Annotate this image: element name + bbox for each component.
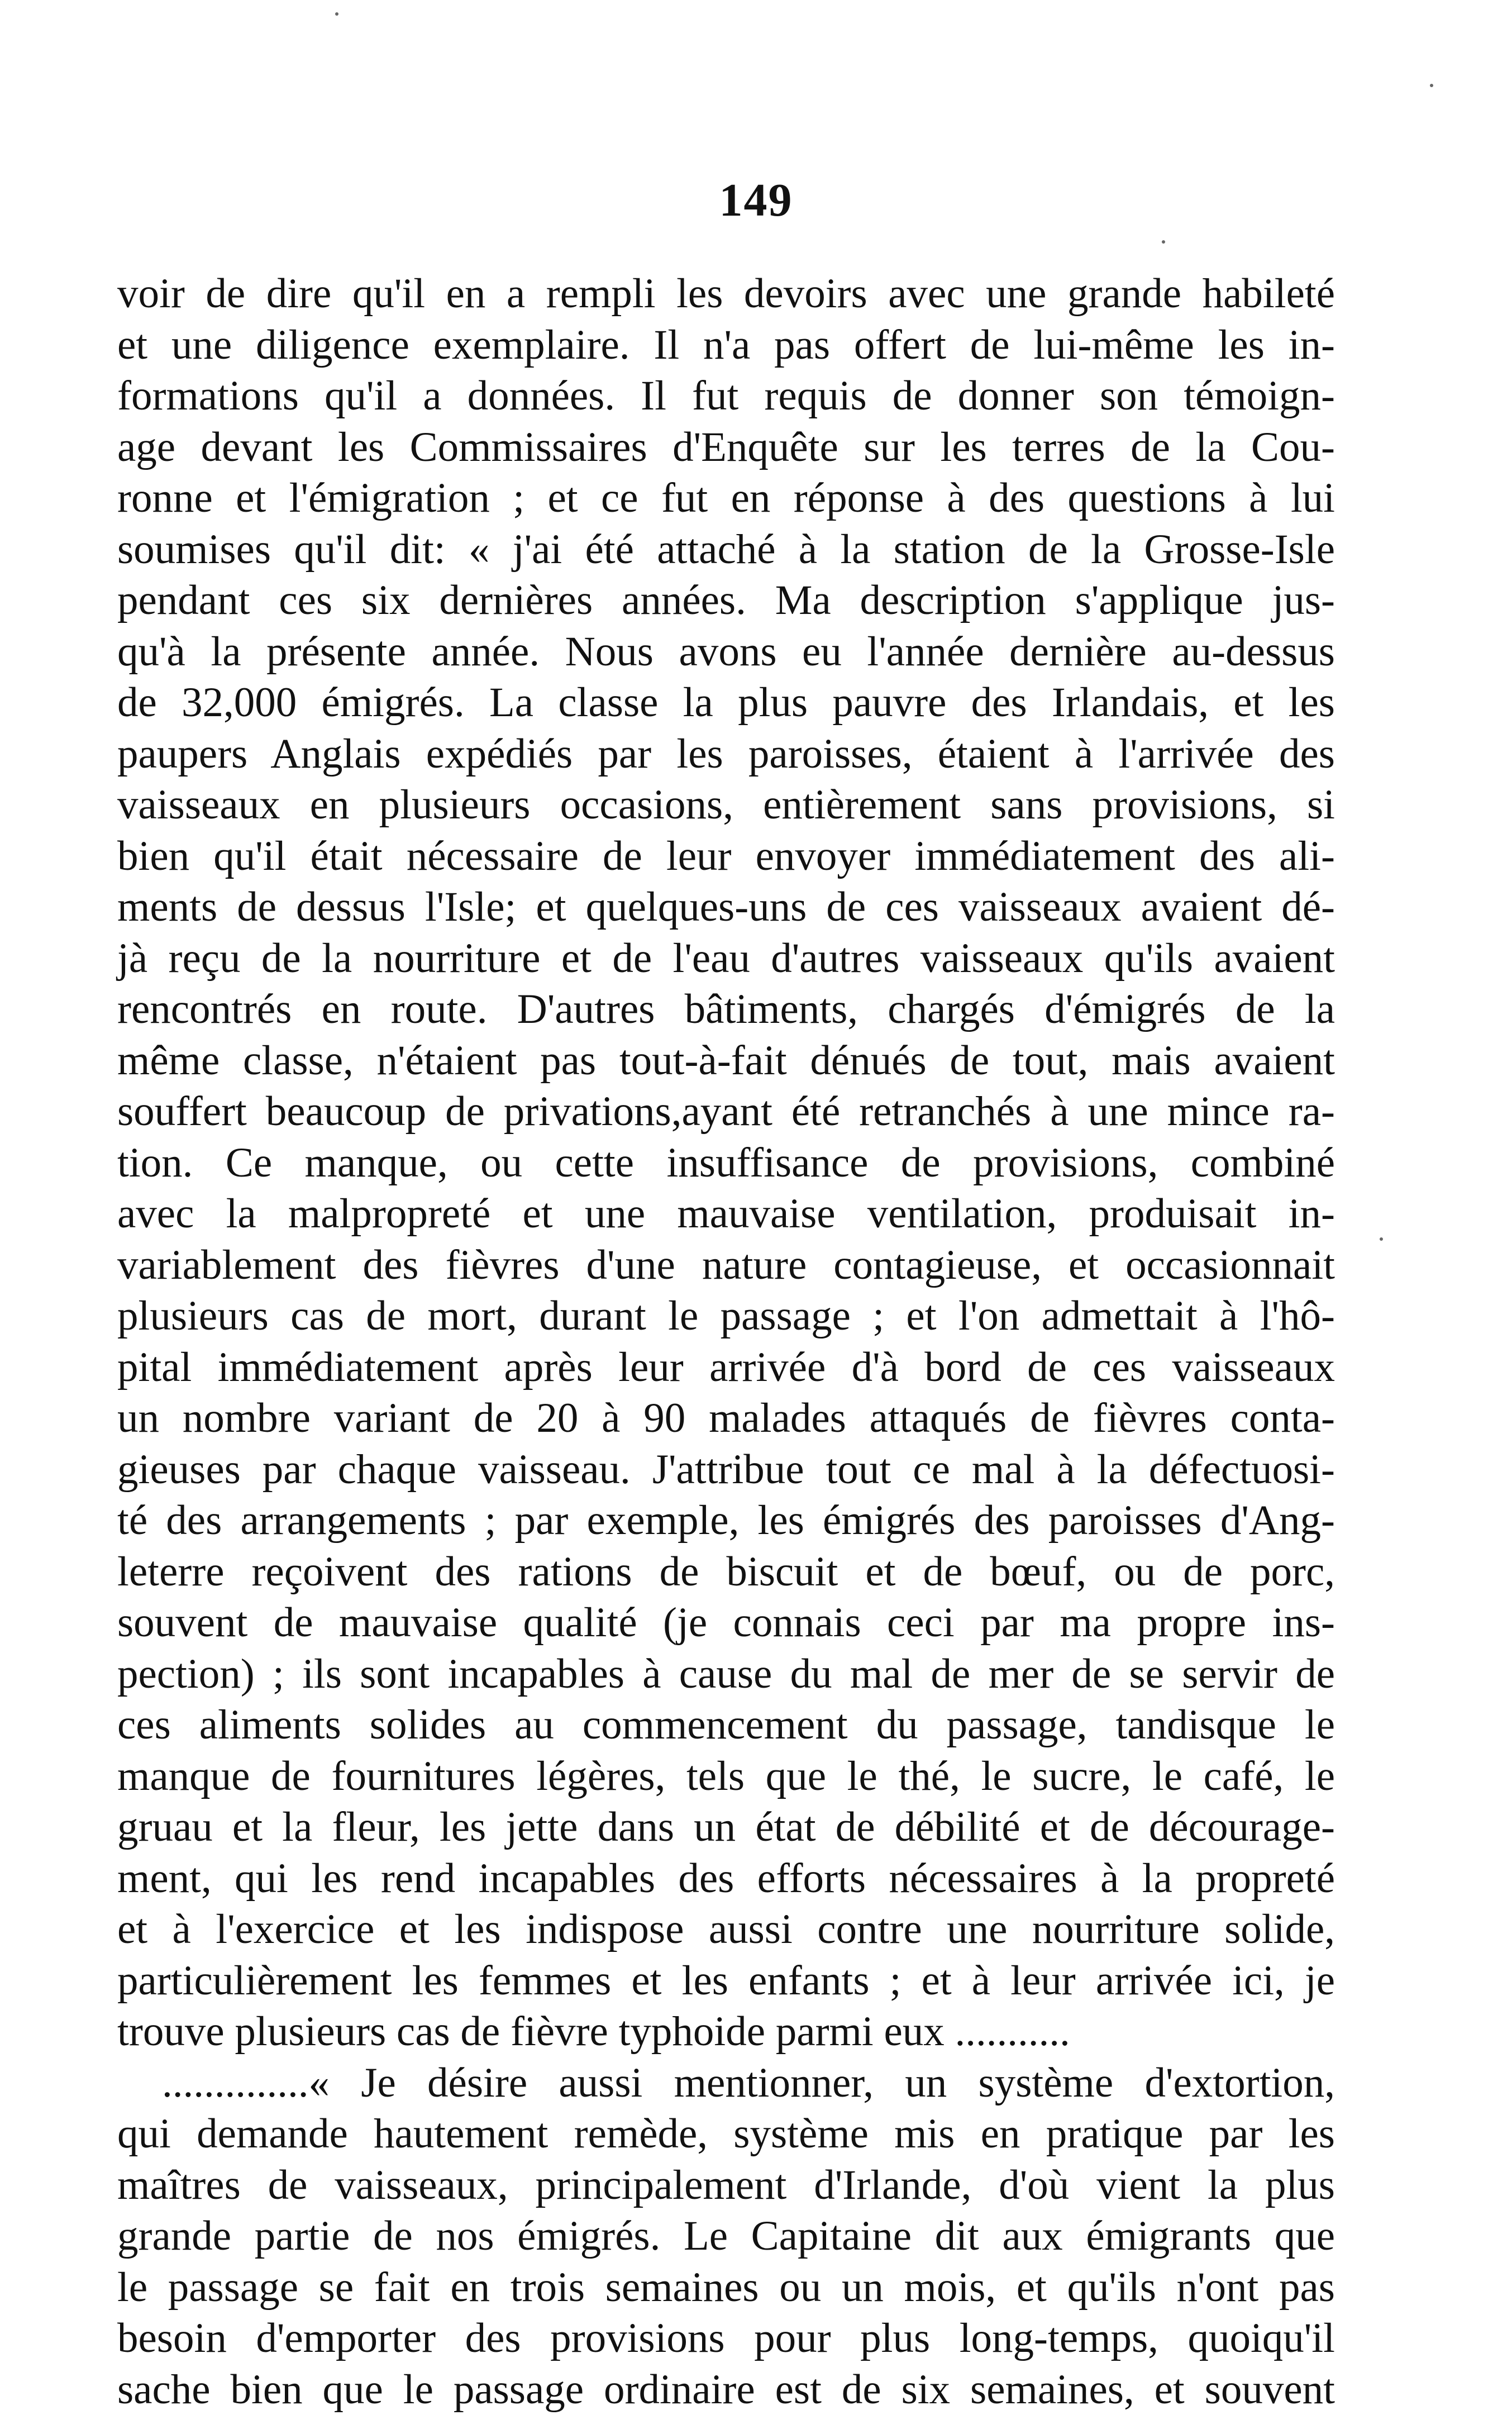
text-line: avec la malpropreté et une mauvaise ventilation, produisait in- bbox=[117, 1188, 1335, 1240]
text-line: ces aliments solides au commencement du passage, tandisque le bbox=[117, 1699, 1335, 1751]
print-speck bbox=[335, 12, 338, 16]
text-line: gruau et la fleur, les jette dans un état de débilité et de découragе- bbox=[117, 1802, 1335, 1853]
text-line: soumises qu'il dit: « j'ai été attaché à la station de la Grosse-Isle bbox=[117, 524, 1335, 575]
text-line: souffert beaucoup de privations,ayant été retranchés à une mince ra- bbox=[117, 1086, 1335, 1137]
body-text bbox=[117, 268, 1335, 2415]
text-line: voir de dire qu'il en a rempli les devoirs avec une grande habileté bbox=[117, 268, 1335, 320]
text-line: et une diligence exemplaire. Il n'a pas offert de lui-même les in- bbox=[117, 320, 1335, 371]
text-line: manque de fournitures légères, tels que le thé, le sucre, le café, le bbox=[117, 1751, 1335, 1802]
text-line: ronne et l'émigration ; et ce fut en réponse à des questions à lui bbox=[117, 473, 1335, 524]
text-line: ments de dessus l'Isle; et quelques-uns de ces vaisseaux avaient dé- bbox=[117, 882, 1335, 933]
page-number: 149 bbox=[0, 173, 1512, 227]
text-line: particulièrement les femmes et les enfants ; et à leur arrivée ici, je bbox=[117, 1955, 1335, 2007]
text-line: age devant les Commissaires d'Enquête sur les terres de la Cou- bbox=[117, 422, 1335, 473]
text-line: pection) ; ils sont incapables à cause du mal de mer de se servir de bbox=[117, 1649, 1335, 1700]
text-line: variablement des fièvres d'une nature contagieuse, et occasionnait bbox=[117, 1240, 1335, 1291]
text-line: pendant ces six dernières années. Ma description s'applique jus- bbox=[117, 575, 1335, 626]
text-line: bien qu'il était nécessaire de leur envoyer immédiatement des ali- bbox=[117, 831, 1335, 882]
text-line: le passage se fait en trois semaines ou un mois, et qu'ils n'ont pas bbox=[117, 2262, 1335, 2313]
text-line: formations qu'il a données. Il fut requis de donner son témoign- bbox=[117, 370, 1335, 422]
text-line: besoin d'emporter des provisions pour plus long-temps, quoiqu'il bbox=[117, 2313, 1335, 2364]
text-line: vaisseaux en plusieurs occasions, entièrement sans provisions, si bbox=[117, 779, 1335, 831]
text-line: de 32,000 émigrés. La classe la plus pauvre des Irlandais, et les bbox=[117, 677, 1335, 728]
text-line: leterre reçoivent des rations de biscuit et de bœuf, ou de porc, bbox=[117, 1546, 1335, 1598]
text-line: un nombre variant de 20 à 90 malades attaqués de fièvres conta- bbox=[117, 1393, 1335, 1444]
text-line: jà reçu de la nourriture et de l'eau d'autres vaisseaux qu'ils avaient bbox=[117, 933, 1335, 984]
text-line: grande partie de nos émigrés. Le Capitaine dit aux émigrants que bbox=[117, 2211, 1335, 2262]
text-line: qu'à la présente année. Nous avons eu l'année dernière au-dessus bbox=[117, 626, 1335, 678]
text-line: ment, qui les rend incapables des efforts nécessaires à la propreté bbox=[117, 1853, 1335, 1904]
text-line: plusieurs cas de mort, durant le passage ; et l'on admettait à l'hô- bbox=[117, 1290, 1335, 1342]
text-line: souvent de mauvaise qualité (je connais ceci par ma propre ins- bbox=[117, 1597, 1335, 1649]
print-speck bbox=[1162, 240, 1165, 244]
text-line: maîtres de vaisseaux, principalement d'Irlande, d'où vient la plus bbox=[117, 2160, 1335, 2211]
text-line: té des arrangements ; par exemple, les émigrés des paroisses d'Ang- bbox=[117, 1495, 1335, 1546]
print-speck bbox=[1380, 1237, 1383, 1241]
print-speck bbox=[1430, 84, 1433, 87]
text-line: gieuses par chaque vaisseau. J'attribue tout ce mal à la défectuosi- bbox=[117, 1444, 1335, 1495]
text-line: rencontrés en route. D'autres bâtiments, chargés d'émigrés de la bbox=[117, 984, 1335, 1035]
text-line: qui demande hautement remède, système mis en pratique par les bbox=[117, 2108, 1335, 2160]
text-line: trouve plusieurs cas de fièvre typhoide parmi eux ........... bbox=[117, 2006, 1335, 2057]
text-line: sache bien que le passage ordinaire est de six semaines, et souvent bbox=[117, 2364, 1335, 2415]
text-line: tion. Ce manque, ou cette insuffisance de provisions, combiné bbox=[117, 1137, 1335, 1189]
text-line: pital immédiatement après leur arrivée d'à bord de ces vaisseaux bbox=[117, 1342, 1335, 1393]
text-line: ..............« Je désire aussi mentionner, un système d'extortion, bbox=[117, 2057, 1335, 2109]
text-line: et à l'exercice et les indispose aussi contre une nourriture solide, bbox=[117, 1904, 1335, 1955]
text-line: même classe, n'étaient pas tout-à-fait dénués de tout, mais avaient bbox=[117, 1035, 1335, 1087]
text-line: paupers Anglais expédiés par les paroisses, étaient à l'arrivée des bbox=[117, 728, 1335, 780]
